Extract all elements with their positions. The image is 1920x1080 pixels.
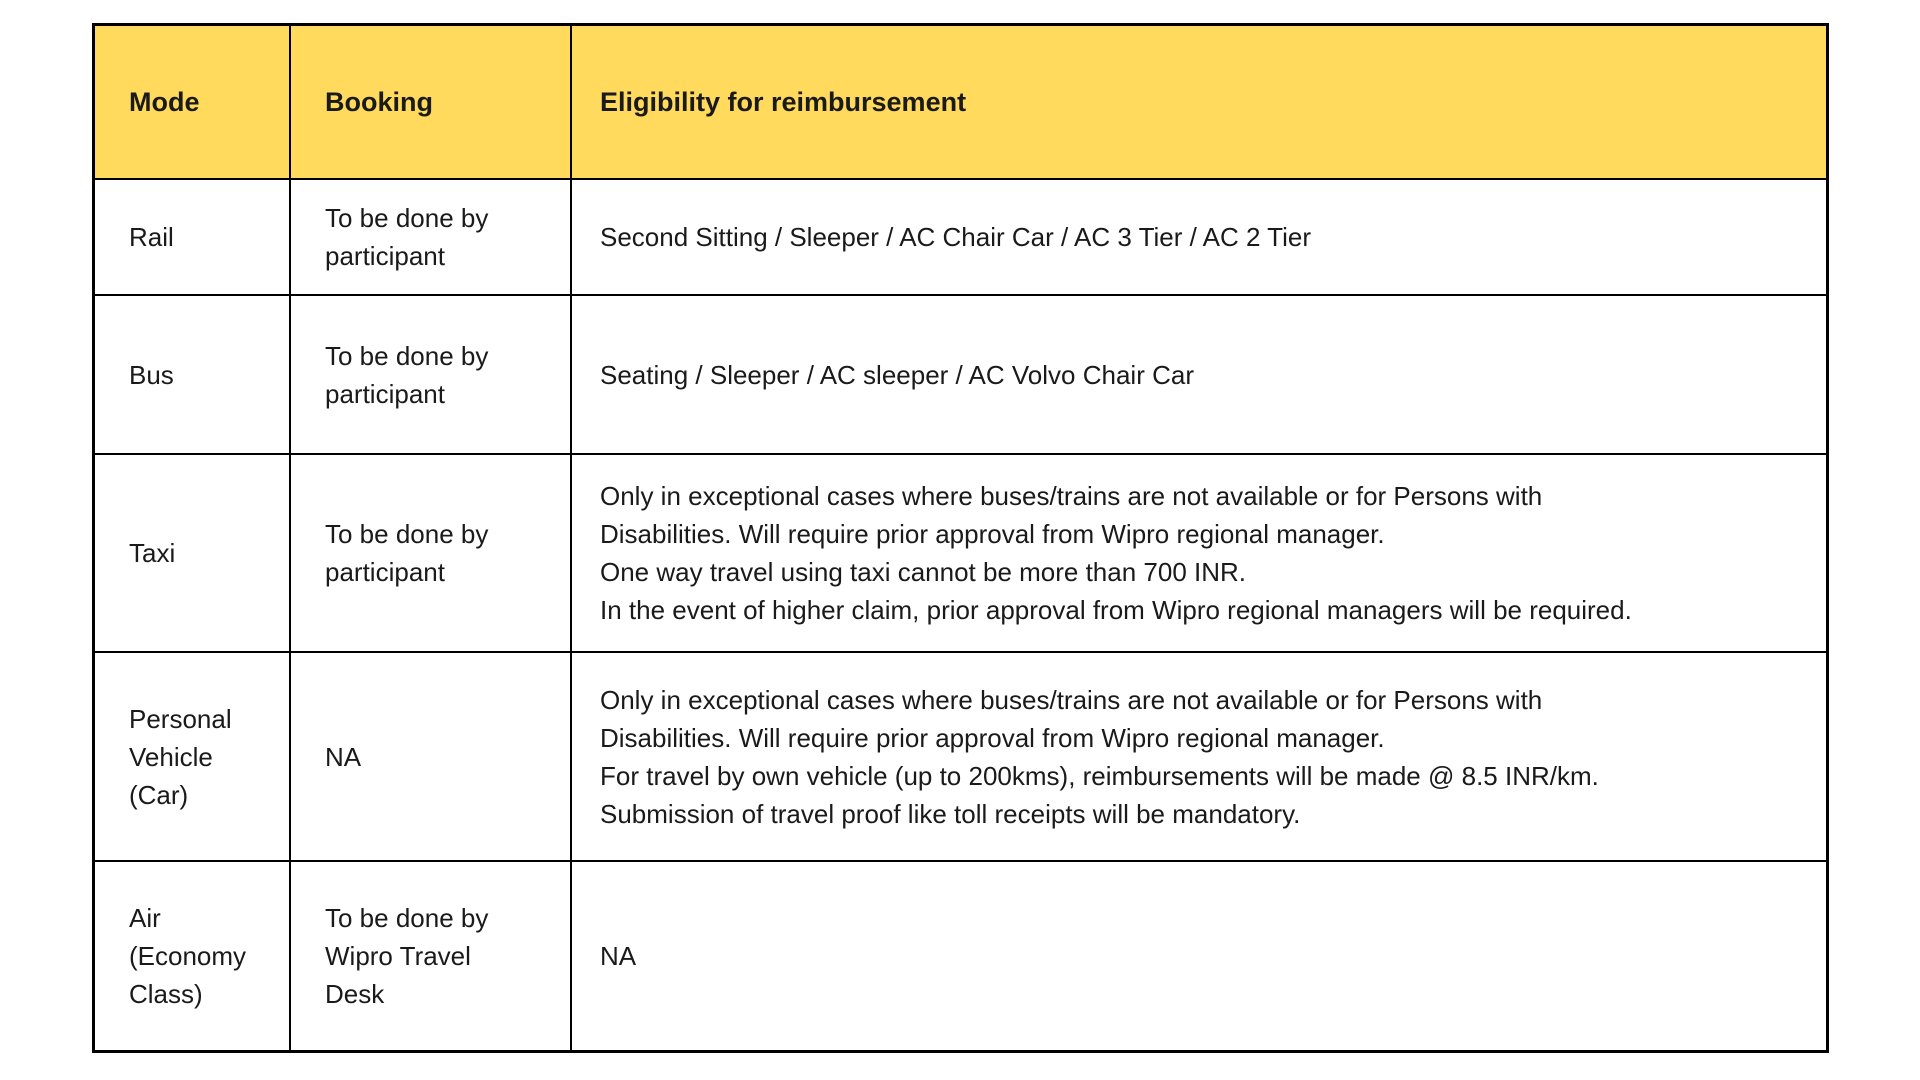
table-row-taxi: [95, 455, 1826, 653]
booking-text: To be done by participant: [325, 519, 489, 587]
mode-text: Personal Vehicle (Car): [129, 703, 232, 810]
header-row: [95, 26, 1826, 180]
mode-text: Air (Economy Class): [129, 903, 247, 1009]
eligibility-cell: [572, 862, 1826, 1050]
mode-text: Bus: [129, 359, 174, 390]
mode-cell: [95, 653, 291, 860]
booking-text: To be done by participant: [325, 340, 489, 409]
eligibility-cell: [572, 180, 1826, 294]
booking-cell: [291, 455, 572, 651]
table-row-bus: [95, 296, 1826, 455]
eligibility-line: Second Sitting / Sleeper / AC Chair Car / AC 3 Tier / AC 2 Tier: [600, 222, 1311, 252]
mode-cell: [95, 862, 291, 1050]
header-label-eligibility: Eligibility for reimbursement: [600, 87, 967, 117]
booking-cell: [291, 653, 572, 860]
booking-text: To be done by participant: [325, 203, 489, 271]
eligibility-line: One way travel using taxi cannot be more than 700 INR.: [600, 557, 1247, 587]
booking-cell: [291, 180, 572, 294]
eligibility-line: NA: [600, 941, 637, 971]
mode-text: Taxi: [129, 538, 176, 568]
eligibility-line: Only in exceptional cases where buses/trains are not available or for Persons with: [600, 481, 1543, 511]
travel-reimbursement-table: [92, 23, 1829, 1053]
mode-cell: [95, 296, 291, 453]
table-row-personal-vehicle: [95, 653, 1826, 862]
eligibility-cell: [572, 653, 1826, 860]
eligibility-line: Disabilities. Will require prior approval from Wipro regional manager.: [600, 722, 1385, 753]
mode-cell: [95, 455, 291, 651]
table-row-air: [95, 862, 1826, 1050]
mode-cell: [95, 180, 291, 294]
eligibility-line: Disabilities. Will require prior approval from Wipro regional manager.: [600, 519, 1385, 549]
eligibility-line: Submission of travel proof like toll receipts will be mandatory.: [600, 798, 1301, 829]
booking-text: To be done by Wipro Travel Desk: [325, 903, 489, 1009]
booking-cell: [291, 862, 572, 1050]
header-label-mode: Mode: [129, 87, 200, 117]
booking-text: NA: [325, 741, 362, 772]
mode-text: Rail: [129, 222, 174, 252]
eligibility-cell: [572, 296, 1826, 453]
header-cell-eligibility: [572, 26, 1826, 178]
table-row-rail: [95, 180, 1826, 296]
eligibility-line: Seating / Sleeper / AC sleeper / AC Volvo Chair Car: [600, 359, 1194, 390]
eligibility-line: For travel by own vehicle (up to 200kms), reimbursements will be made @ 8.5 INR/km.: [600, 760, 1599, 791]
header-cell-booking: [291, 26, 572, 178]
header-label-booking: Booking: [325, 87, 433, 117]
eligibility-line: Only in exceptional cases where buses/trains are not available or for Persons with: [600, 684, 1543, 715]
eligibility-line: In the event of higher claim, prior approval from Wipro regional managers will be required.: [600, 595, 1632, 625]
header-cell-mode: [95, 26, 291, 178]
booking-cell: [291, 296, 572, 453]
eligibility-cell: [572, 455, 1826, 651]
